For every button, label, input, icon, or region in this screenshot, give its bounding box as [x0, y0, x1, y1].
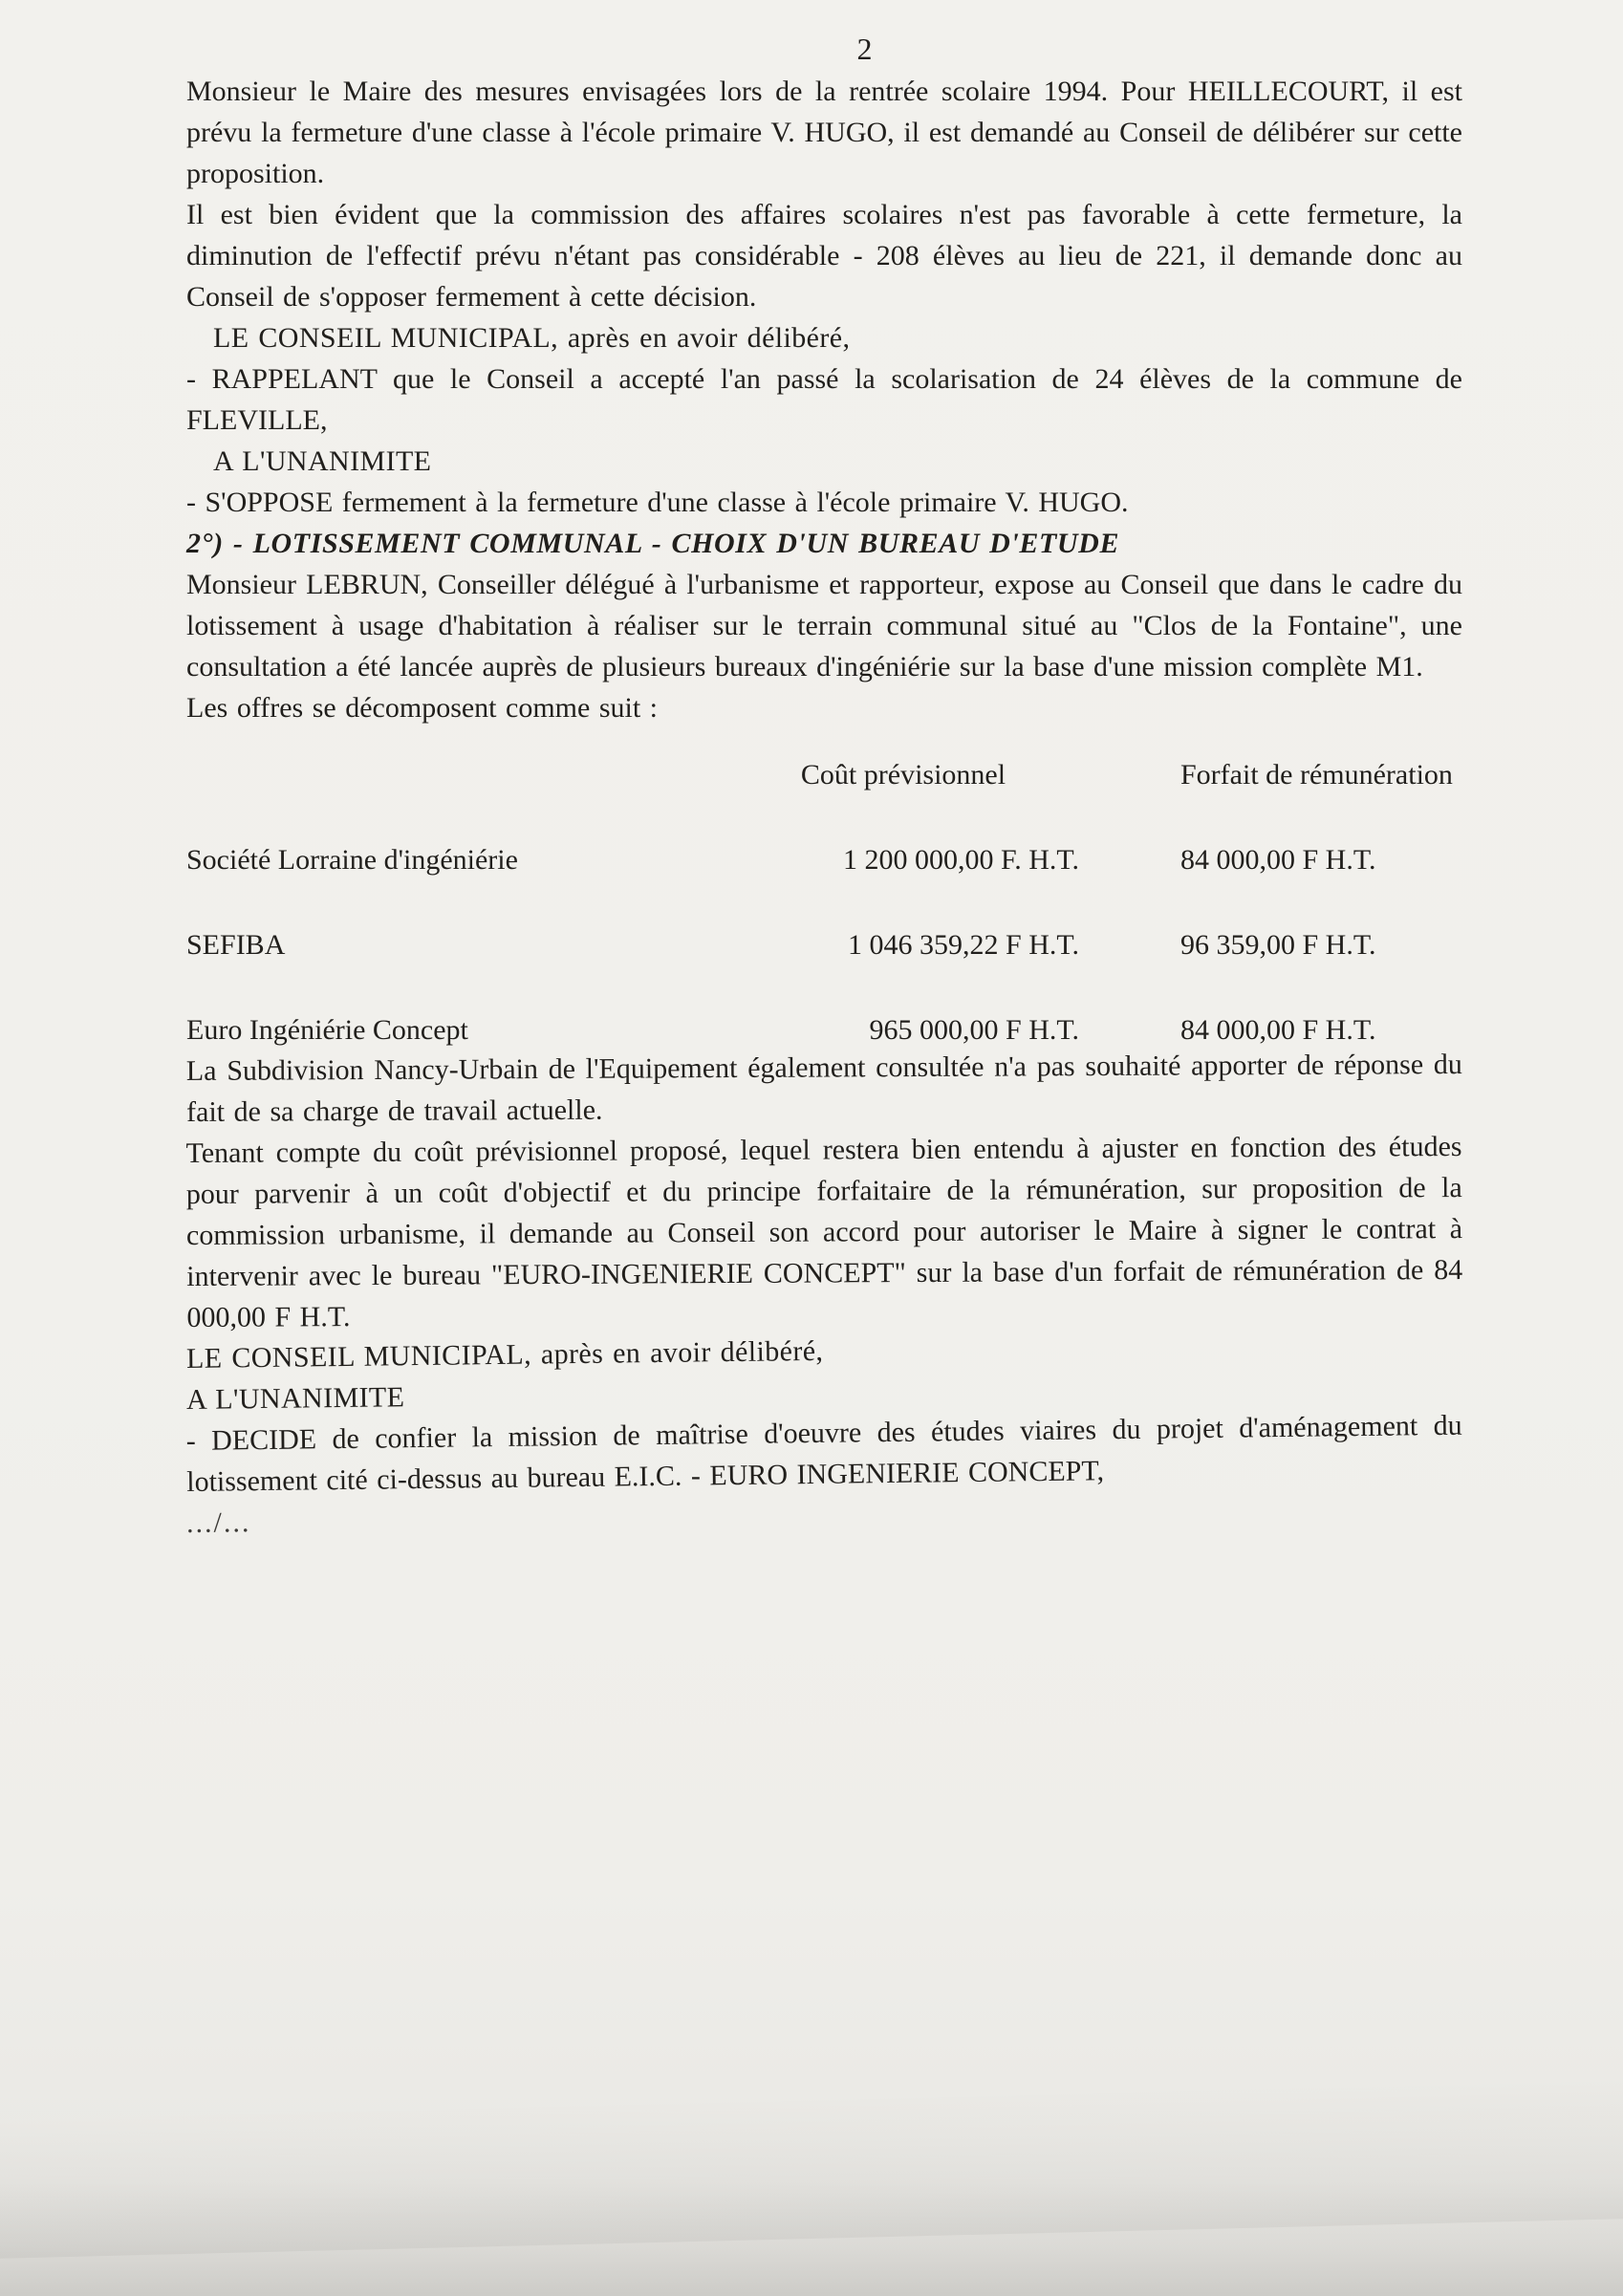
offer-fee: 84 000,00 F H.T. — [1180, 1014, 1376, 1046]
offers-intro: Les offres se décomposent comme suit : — [186, 692, 658, 724]
section-2-heading: 2°) - LOTISSEMENT COMMUNAL - CHOIX D'UN BUREAU D'ETUDE — [186, 528, 1120, 559]
paragraph-subdivision: La Subdivision Nancy-Urbain de l'Equipement également consultée n'a pas souhaité apporter de réponse du fait de sa charge de travail actuelle. — [185, 1049, 1462, 1128]
decide-clause: - DECIDE de confier la mission de maîtrise d'oeuvre des études viaires du projet d'aménagement du lotissement cité ci-dessus au bureau E.I.C. - EURO INGENIERIE CONCEPT, — [185, 1409, 1462, 1498]
offers-header-cost: Coût prévisionnel — [800, 759, 1006, 791]
council-deliberation-line-1: LE CONSEIL MUNICIPAL, après en avoir délibéré, — [213, 322, 851, 354]
page-bottom-shadow — [0, 2181, 1623, 2296]
offers-header-company-spacer — [186, 754, 722, 795]
page-number: 2 — [856, 32, 873, 66]
offer-fee: 96 359,00 F H.T. — [1180, 929, 1376, 961]
paragraph-school-commission: Il est bien évident que la commission des affaires scolaires n'est pas favorable à cette fermeture, la diminution de l'effectif prévu n'étant pas considérable - 208 élèves au lieu de 221, il demande donc au Conseil de s'opposer fermement à cette décision. — [186, 199, 1462, 313]
paragraph-tenant-compte: Tenant compte du coût prévisionnel proposé, lequel restera bien entendu à ajuster en fonction des études pour parvenir à un coût d'objectif et du principe forfaitaire de la rémunération, sur proposition de la commission urbanisme, il demande au Conseil son accord pour autoriser le Maire à signer le contrat à intervenir avec le bureau "EURO-INGENIERIE CONCEPT" sur la base d'un forfait de rémunération de 84 000,00 F H.T. — [185, 1131, 1463, 1333]
continuation-mark: .../... — [185, 1506, 251, 1539]
offer-fee: 84 000,00 F H.T. — [1180, 844, 1376, 876]
offer-row — [186, 924, 1462, 965]
offer-cost: 1 200 000,00 F. H.T. — [842, 844, 1079, 876]
paragraph-mayor-measures: Monsieur le Maire des mesures envisagées lors de la rentrée scolaire 1994. Pour HEILLECOURT, il est prévu la fermeture d'une classe à l'école primaire V. HUGO, il est demandé au Conseil de délibérer sur cette proposition. — [186, 76, 1462, 189]
unanimity-line-1: A L'UNANIMITE — [213, 445, 432, 477]
offer-cost: 965 000,00 F H.T. — [869, 1014, 1079, 1046]
council-deliberation-line-2: LE CONSEIL MUNICIPAL, après en avoir délibéré, — [185, 1334, 824, 1375]
unanimity-line-2: A L'UNANIMITE — [185, 1381, 405, 1416]
soppose-clause: - S'OPPOSE fermement à la fermeture d'une classe à l'école primaire V. HUGO. — [186, 487, 1129, 518]
paper-fold-shadow — [0, 2074, 1623, 2259]
offer-row — [186, 839, 1462, 880]
offers-header-fee: Forfait de rémunération — [1180, 759, 1453, 791]
offer-company: Euro Ingéniérie Concept — [186, 1014, 468, 1046]
offer-company: Société Lorraine d'ingéniérie — [186, 844, 518, 876]
paragraph-lebrun: Monsieur LEBRUN, Conseiller délégué à l'urbanisme et rapporteur, expose au Conseil que dans le cadre du lotissement à usage d'habitation à réaliser sur le terrain communal situé au "Clos de la Fontaine", une consultation a été lancée auprès de plusieurs bureaux d'ingéniérie sur la base d'une mission complète M1. — [186, 569, 1462, 682]
offer-company: SEFIBA — [186, 929, 286, 961]
rappelant-clause: - RAPPELANT que le Conseil a accepté l'an passé la scolarisation de 24 élèves de la commune de FLEVILLE, — [186, 363, 1462, 436]
offer-cost: 1 046 359,22 F H.T. — [848, 929, 1079, 961]
offers-table-header — [186, 754, 1462, 795]
